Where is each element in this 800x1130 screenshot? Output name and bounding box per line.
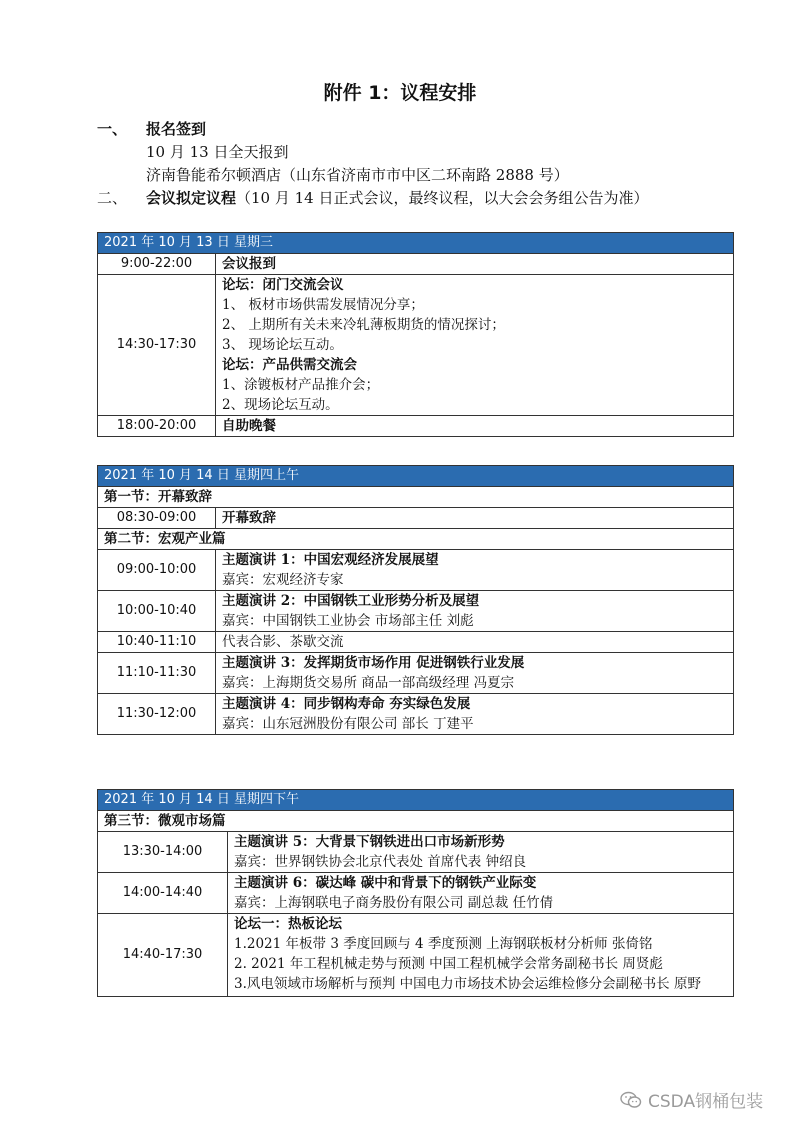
list-item: 1、涂镀板材产品推介会；	[222, 377, 380, 393]
agenda-table-day1	[97, 232, 734, 437]
talk-title: 主题演讲 1：中国宏观经济发展展望	[222, 552, 439, 568]
talk-title: 主题演讲 4：同步钢构寿命 夯实绿色发展	[222, 696, 471, 712]
table-row	[98, 914, 734, 997]
table-row	[98, 416, 734, 437]
table-row	[98, 653, 734, 694]
page-title: 附件 1：议程安排	[323, 82, 477, 104]
table-row	[98, 254, 734, 275]
table-row	[98, 632, 734, 653]
time-cell: 11:30-12:00	[98, 694, 216, 735]
table-row	[98, 550, 734, 591]
time-cell: 18:00-20:00	[98, 416, 216, 437]
talk-guest: 嘉宾：世界钢铁协会北京代表处 首席代表 钟绍良	[234, 854, 527, 870]
section-2-note: （10 月 14 日正式会议，最终议程，以大会会务组公告为准）	[236, 189, 649, 207]
table-row	[98, 873, 734, 914]
watermark-text: CSDA钢桶包装	[648, 1092, 764, 1112]
table-row	[98, 275, 734, 416]
list-item: 2、 上期所有关未来冷轧薄板期货的情况探讨；	[222, 317, 505, 333]
row-text: 会议报到	[222, 256, 276, 272]
section-1-line-1: 10 月 13 日全天报到	[146, 143, 289, 161]
table-row	[98, 694, 734, 735]
time-cell: 14:30-17:30	[98, 275, 216, 416]
day1-header: 2021 年 10 月 13 日 星期三	[98, 233, 734, 254]
part-3-label: 第三节：微观市场篇	[98, 811, 734, 832]
time-cell: 13:30-14:00	[98, 832, 228, 873]
time-cell: 09:00-10:00	[98, 550, 216, 591]
section-1-number: 一、	[97, 120, 128, 138]
talk-guest: 嘉宾：上海期货交易所 商品一部高级经理 冯夏宗	[222, 675, 515, 691]
row-text: 代表合影、茶歇交流	[222, 634, 344, 650]
list-item: 1.2021 年板带 3 季度回顾与 4 季度预测 上海钢联板材分析师 张倚铭	[234, 936, 653, 952]
watermark	[620, 1087, 763, 1112]
talk-guest: 嘉宾：中国钢铁工业协会 市场部主任 刘彪	[222, 613, 474, 629]
time-cell: 11:10-11:30	[98, 653, 216, 694]
talk-title: 主题演讲 2：中国钢铁工业形势分析及展望	[222, 593, 480, 609]
forum-title: 论坛：闭门交流会议	[222, 277, 344, 293]
talk-title: 主题演讲 6：碳达峰 碳中和背景下的钢铁产业际变	[234, 875, 537, 891]
forum-title: 论坛一：热板论坛	[234, 916, 342, 932]
row-text: 自助晚餐	[222, 418, 276, 434]
list-item: 3、 现场论坛互动。	[222, 337, 343, 353]
list-item: 2. 2021 年工程机械走势与预测 中国工程机械学会常务副秘书长 周贤彪	[234, 956, 663, 972]
part-2-label: 第二节：宏观产业篇	[98, 529, 734, 550]
list-item: 2、现场论坛互动。	[222, 397, 339, 413]
agenda-table-day3	[97, 789, 734, 997]
list-item: 1、 板材市场供需发展情况分享；	[222, 297, 424, 313]
forum-title: 论坛：产品供需交流会	[222, 357, 357, 373]
day3-header: 2021 年 10 月 14 日 星期四下午	[98, 790, 734, 811]
time-cell: 14:00-14:40	[98, 873, 228, 914]
talk-guest: 嘉宾：宏观经济专家	[222, 572, 344, 588]
time-cell: 9:00-22:00	[98, 254, 216, 275]
talk-title: 主题演讲 3：发挥期货市场作用 促进钢铁行业发展	[222, 655, 525, 671]
section-2-number: 二、	[97, 189, 128, 207]
wechat-icon	[620, 1091, 642, 1109]
section-1-heading: 报名签到	[146, 120, 207, 138]
table-row	[98, 832, 734, 873]
time-cell: 14:40-17:30	[98, 914, 228, 997]
talk-guest: 嘉宾：上海钢联电子商务股份有限公司 副总裁 任竹倩	[234, 895, 554, 911]
time-cell: 10:00-10:40	[98, 591, 216, 632]
agenda-table-day2	[97, 465, 734, 735]
row-text: 开幕致辞	[222, 510, 276, 526]
section-1-line-2: 济南鲁能希尔顿酒店（山东省济南市市中区二环南路 2888 号）	[146, 166, 569, 184]
part-1-label: 第一节：开幕致辞	[98, 487, 734, 508]
day2-header: 2021 年 10 月 14 日 星期四上午	[98, 466, 734, 487]
talk-guest: 嘉宾：山东冠洲股份有限公司 部长 丁建平	[222, 716, 474, 732]
section-2-heading: 会议拟定议程	[146, 189, 237, 207]
talk-title: 主题演讲 5：大背景下钢铁进出口市场新形势	[234, 834, 505, 850]
time-cell: 10:40-11:10	[98, 632, 216, 653]
time-cell: 08:30-09:00	[98, 508, 216, 529]
list-item: 3.风电领域市场解析与预判 中国电力市场技术协会运维检修分会副秘书长 原野	[234, 976, 701, 992]
table-row	[98, 508, 734, 529]
table-row	[98, 591, 734, 632]
